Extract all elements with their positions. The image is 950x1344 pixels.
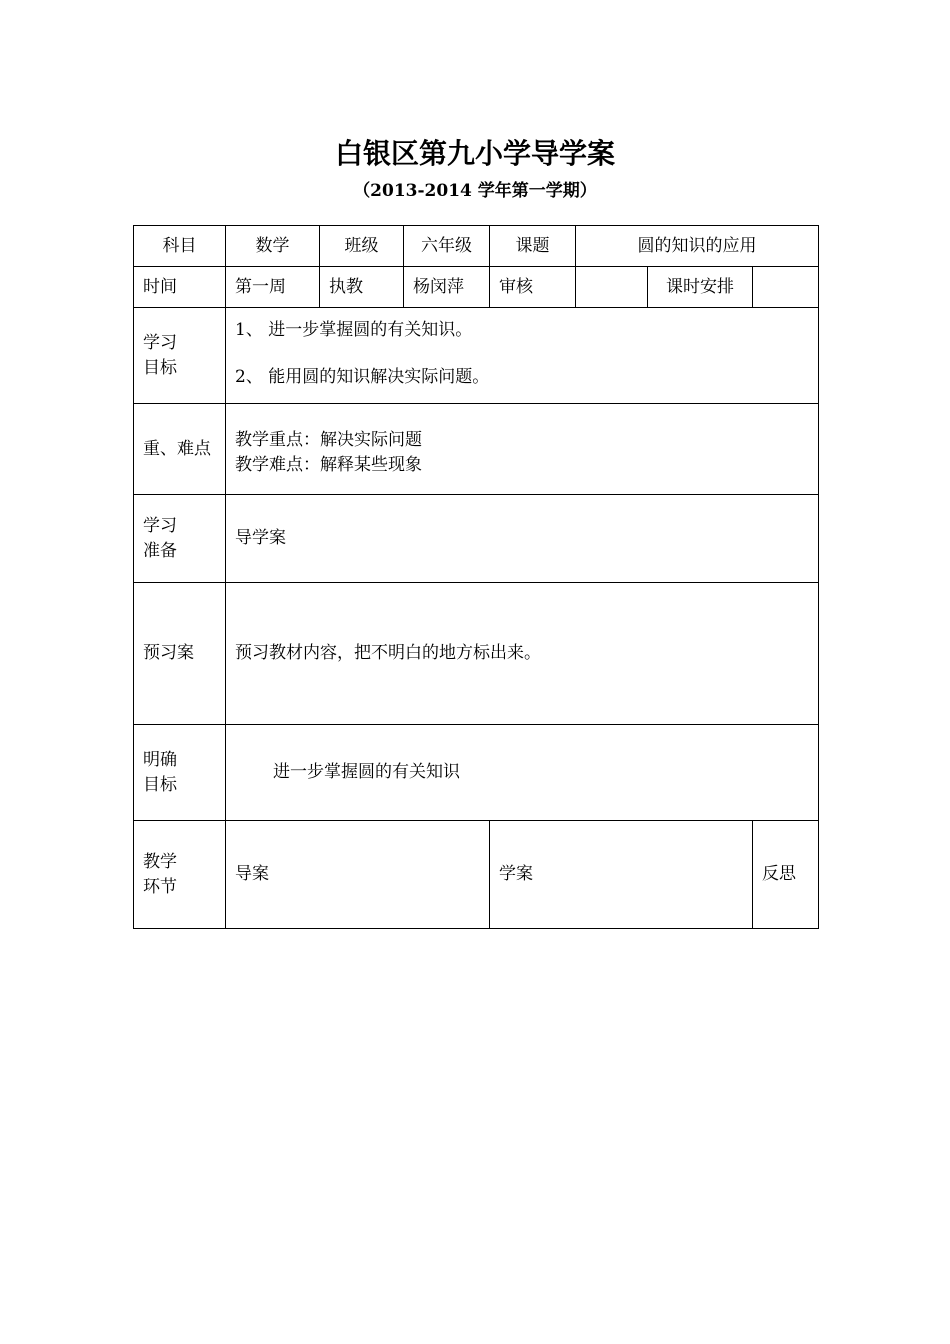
topic-value: 圆的知识的应用 xyxy=(576,226,819,267)
prep-label-line2: 准备 xyxy=(143,540,177,561)
study-plan-cell: 学案 xyxy=(490,821,753,929)
process-label xyxy=(134,821,226,929)
key-point-line: 教学重点：解决实际问题 xyxy=(235,430,422,450)
preview-label: 预习案 xyxy=(134,583,226,725)
difficulty-line: 教学难点：解释某些现象 xyxy=(235,455,422,475)
teacher-value: 杨闵萍 xyxy=(404,267,490,308)
goals-label xyxy=(134,308,226,404)
clear-goal-label-line2: 目标 xyxy=(143,774,177,795)
topic-label: 课题 xyxy=(490,226,576,267)
process-label-line2: 环节 xyxy=(143,876,177,897)
hours-value xyxy=(753,267,819,308)
subject-label: 科目 xyxy=(134,226,226,267)
prep-value: 导学案 xyxy=(226,495,819,583)
preview-value: 预习教材内容，把不明白的地方标出来。 xyxy=(226,583,819,725)
lesson-plan-table xyxy=(133,225,819,929)
key-content xyxy=(226,404,819,495)
table-row xyxy=(134,404,819,495)
prep-label-line1: 学习 xyxy=(143,515,177,536)
review-label: 审核 xyxy=(490,267,576,308)
time-value: 第一周 xyxy=(226,267,320,308)
goals-content xyxy=(226,308,819,404)
clear-goal-label xyxy=(134,725,226,821)
goals-label-line1: 学习 xyxy=(143,332,177,353)
goals-label-line2: 目标 xyxy=(143,357,177,378)
goal-item-2: 2、 能用圆的知识解决实际问题。 xyxy=(235,367,490,387)
table-row xyxy=(134,308,819,404)
table-row xyxy=(134,583,819,725)
teacher-label: 执教 xyxy=(320,267,404,308)
review-value xyxy=(576,267,648,308)
class-value: 六年级 xyxy=(404,226,490,267)
guide-plan-cell: 导案 xyxy=(226,821,490,929)
hours-label: 课时安排 xyxy=(648,267,753,308)
clear-goal-value: 进一步掌握圆的有关知识 xyxy=(226,725,819,821)
clear-goal-label-line1: 明确 xyxy=(143,749,177,770)
table-row xyxy=(134,226,819,267)
time-label: 时间 xyxy=(134,267,226,308)
table-row xyxy=(134,495,819,583)
subject-value: 数学 xyxy=(226,226,320,267)
key-label: 重、难点 xyxy=(134,404,226,495)
table-row xyxy=(134,725,819,821)
class-label: 班级 xyxy=(320,226,404,267)
table-row xyxy=(134,821,819,929)
process-label-line1: 教学 xyxy=(143,851,177,872)
page-title: 白银区第九小学导学案 xyxy=(334,137,615,170)
goal-item-1: 1、 进一步掌握圆的有关知识。 xyxy=(235,320,473,340)
page-subtitle: （2013-2014 学年第一学期） xyxy=(353,181,597,201)
prep-label xyxy=(134,495,226,583)
reflection-cell: 反思 xyxy=(753,821,819,929)
table-row xyxy=(134,267,819,308)
